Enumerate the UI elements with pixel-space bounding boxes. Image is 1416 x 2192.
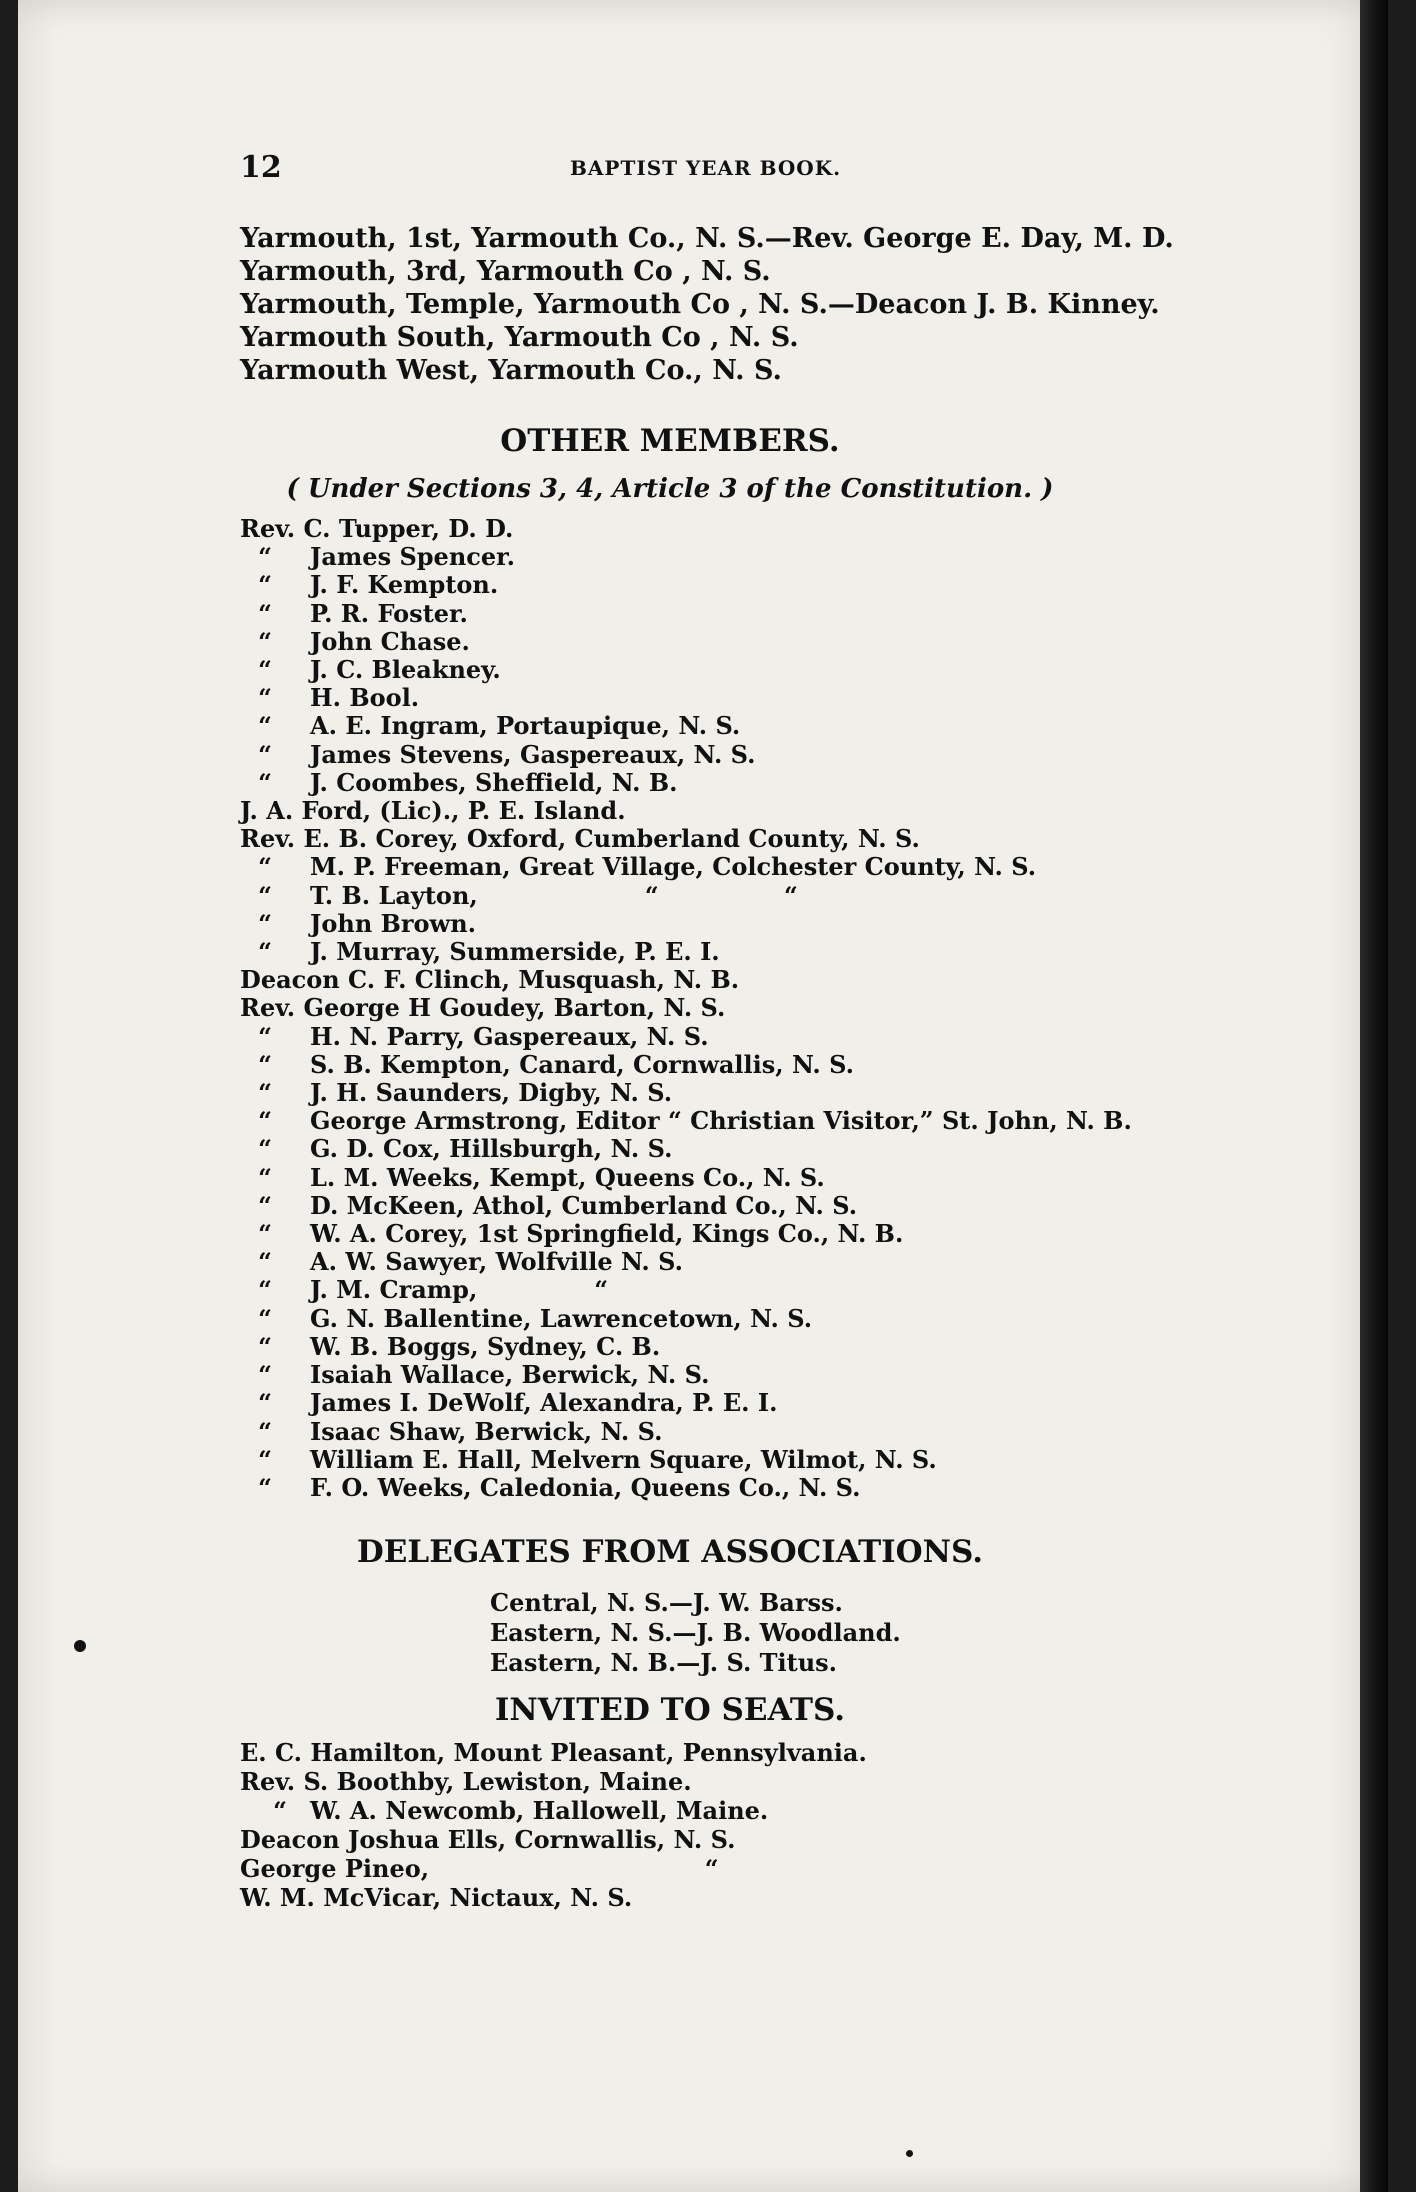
ditto-mark: “ [258,683,272,713]
member-entry-text: Rev. E. B. Corey, Oxford, Cumberland County, N. S. [240,824,920,854]
member-entry-text: Deacon C. F. Clinch, Musquash, N. B. [240,965,740,995]
member-entry-text: H. N. Parry, Gaspereaux, N. S. [310,1021,709,1051]
page-content [240,222,1240,1912]
member-entry-text: M. P. Freeman, Great Village, Colchester County, N. S. [310,852,1037,882]
member-entry [240,910,1240,938]
member-entry [240,1079,1240,1107]
ditto-mark: “ [258,1219,272,1249]
member-entry [240,1361,1240,1389]
member-entry [240,1192,1240,1220]
page-number: 12 [240,150,282,185]
church-entry: Yarmouth West, Yarmouth Co., N. S. [240,355,782,386]
member-entry [240,600,1240,628]
church-list [240,222,1240,387]
margin-ink-dot [74,1640,86,1652]
member-entry [240,882,1240,910]
member-entry [240,1305,1240,1333]
ditto-mark: “ [258,1360,272,1390]
ditto-mark: “ [258,542,272,572]
member-entry [240,515,1240,543]
member-entry [240,994,1240,1022]
ditto-mark: “ [258,1303,272,1333]
invited-entry-text: Rev. S. Boothby, Lewiston, Maine. [240,1767,692,1797]
ditto-mark: “ [258,626,272,656]
member-entry [240,628,1240,656]
ditto-mark: “ [258,767,272,797]
church-entry: Yarmouth, Temple, Yarmouth Co , N. S.—Deacon J. B. Kinney. [240,289,1160,320]
member-entry-text: S. B. Kempton, Canard, Cornwallis, N. S. [310,1049,854,1079]
member-entry [240,966,1240,994]
church-entry: Yarmouth South, Yarmouth Co , N. S. [240,322,799,353]
member-entry-text: D. McKeen, Athol, Cumberland Co., N. S. [310,1190,858,1220]
ditto-mark: “ [258,1134,272,1164]
delegate-entry: Central, N. S.—J. W. Barss. [490,1588,843,1618]
ditto-mark: “ [258,598,272,628]
invited-entry [240,1883,1240,1912]
ditto-mark: “ [258,1049,272,1079]
member-entry-text: George Armstrong, Editor “ Christian Visitor,” St. John, N. B. [310,1106,1132,1136]
member-entry-text: James Spencer. [310,542,515,572]
member-entry [240,1276,1240,1304]
member-entry-text: William E. Hall, Melvern Square, Wilmot, N. S. [310,1444,937,1474]
member-entry [240,938,1240,966]
bottom-ink-dot [906,2150,913,2157]
member-entry-text: J. M. Cramp, “ [310,1275,609,1305]
member-entry [240,1164,1240,1192]
member-entry-text: Rev. C. Tupper, D. D. [240,514,514,543]
ditto-mark: “ [258,1472,272,1502]
member-entry [240,1446,1240,1474]
member-entry [240,1051,1240,1079]
invited-entry [240,1825,1240,1854]
invited-entry [240,1767,1240,1796]
ditto-mark: “ [258,1162,272,1192]
member-entry-text: John Brown. [310,908,477,938]
ditto-mark: “ [258,1190,272,1220]
ditto-mark: “ [258,880,272,910]
running-head: BAPTIST YEAR BOOK. [570,156,842,180]
member-entry [240,684,1240,712]
ditto-mark: “ [258,1021,272,1051]
church-entry: Yarmouth, 3rd, Yarmouth Co , N. S. [240,256,771,287]
ditto-mark: “ [258,1106,272,1136]
invited-entry-text: Deacon Joshua Ells, Cornwallis, N. S. [240,1825,736,1855]
member-entry-text: A. W. Sawyer, Wolfville N. S. [310,1247,683,1277]
invited-entry [240,1738,1240,1767]
invited-entry-text: W. A. Newcomb, Hallowell, Maine. [310,1796,769,1826]
other-members-subheading: ( Under Sections 3, 4, Article 3 of the Constitution. ) [286,474,1054,504]
member-entry [240,1023,1240,1051]
member-entry [240,1474,1240,1502]
invited-entry [240,1854,1240,1883]
member-entry-text: J. Coombes, Sheffield, N. B. [310,767,678,797]
member-entry-text: J. C. Bleakney. [310,655,501,685]
member-entry-text: James Stevens, Gaspereaux, N. S. [310,739,756,769]
member-entry [240,853,1240,881]
member-entry [240,1418,1240,1446]
member-entry-text: H. Bool. [310,683,420,713]
member-entry-text: G. D. Cox, Hillsburgh, N. S. [310,1134,673,1164]
delegate-entry: Eastern, N. B.—J. S. Titus. [490,1648,838,1678]
invited-entry-text: George Pineo, “ [240,1854,719,1884]
member-entry [240,543,1240,571]
book-page [18,0,1388,2192]
ditto-mark: “ [258,1275,272,1305]
member-entry [240,825,1240,853]
member-entry [240,656,1240,684]
member-entry-text: Isaac Shaw, Berwick, N. S. [310,1416,663,1446]
delegates-heading: DELEGATES FROM ASSOCIATIONS. [356,1534,984,1571]
ditto-mark: “ [258,711,272,741]
ditto-mark: “ [258,1331,272,1361]
ditto-mark: “ [258,1388,272,1418]
member-entry-text: W. B. Boggs, Sydney, C. B. [310,1331,661,1361]
book-binding-edge [1360,0,1388,2192]
other-members-list [240,515,1240,1502]
member-entry-text: J. H. Saunders, Digby, N. S. [310,1078,673,1108]
member-entry-text: J. A. Ford, (Lic)., P. E. Island. [240,796,626,826]
member-entry-text: L. M. Weeks, Kempt, Queens Co., N. S. [310,1162,825,1192]
member-entry-text: Isaiah Wallace, Berwick, N. S. [310,1360,710,1390]
member-entry [240,769,1240,797]
ditto-mark: “ [258,1078,272,1108]
member-entry-text: W. A. Corey, 1st Springfield, Kings Co., N. B. [310,1219,904,1249]
member-entry [240,797,1240,825]
invited-entry-text: W. M. McVicar, Nictaux, N. S. [240,1883,633,1913]
member-entry [240,1220,1240,1248]
member-entry-text: A. E. Ingram, Portaupique, N. S. [310,711,741,741]
member-entry-text: Rev. George H Goudey, Barton, N. S. [240,993,726,1023]
church-entry: Yarmouth, 1st, Yarmouth Co., N. S.—Rev. George E. Day, M. D. [240,223,1174,254]
member-entry-text: John Chase. [310,626,470,656]
member-entry [240,1389,1240,1417]
ditto-mark: “ [258,852,272,882]
page-header [240,150,1100,190]
member-entry-text: J. F. Kempton. [310,570,499,600]
member-entry-text: James I. DeWolf, Alexandra, P. E. I. [310,1388,778,1418]
ditto-mark: “ [273,1796,287,1826]
member-entry [240,1333,1240,1361]
ditto-mark: “ [258,1444,272,1474]
ditto-mark: “ [258,1416,272,1446]
ditto-mark: “ [258,908,272,938]
member-entry [240,741,1240,769]
member-entry [240,1135,1240,1163]
member-entry-text: G. N. Ballentine, Lawrencetown, N. S. [310,1303,813,1333]
ditto-mark: “ [258,937,272,967]
ditto-mark: “ [258,655,272,685]
member-entry [240,571,1240,599]
member-entry-text: P. R. Foster. [310,598,468,628]
other-members-heading: OTHER MEMBERS. [500,423,840,459]
member-entry [240,712,1240,740]
member-entry-text: F. O. Weeks, Caledonia, Queens Co., N. S. [310,1472,861,1502]
ditto-mark: “ [258,570,272,600]
member-entry [240,1107,1240,1135]
delegate-entry: Eastern, N. S.—J. B. Woodland. [490,1618,901,1648]
invited-entry-text: E. C. Hamilton, Mount Pleasant, Pennsylvania. [240,1738,867,1768]
ditto-mark: “ [258,739,272,769]
member-entry-text: J. Murray, Summerside, P. E. I. [310,937,720,967]
member-entry [240,1248,1240,1276]
ditto-mark: “ [258,1247,272,1277]
delegates-list [240,1588,1240,1678]
invited-entry [240,1796,1240,1825]
invited-list [240,1738,1240,1912]
member-entry-text: T. B. Layton, “ “ [310,880,798,910]
invited-heading: INVITED TO SEATS. [494,1692,846,1729]
